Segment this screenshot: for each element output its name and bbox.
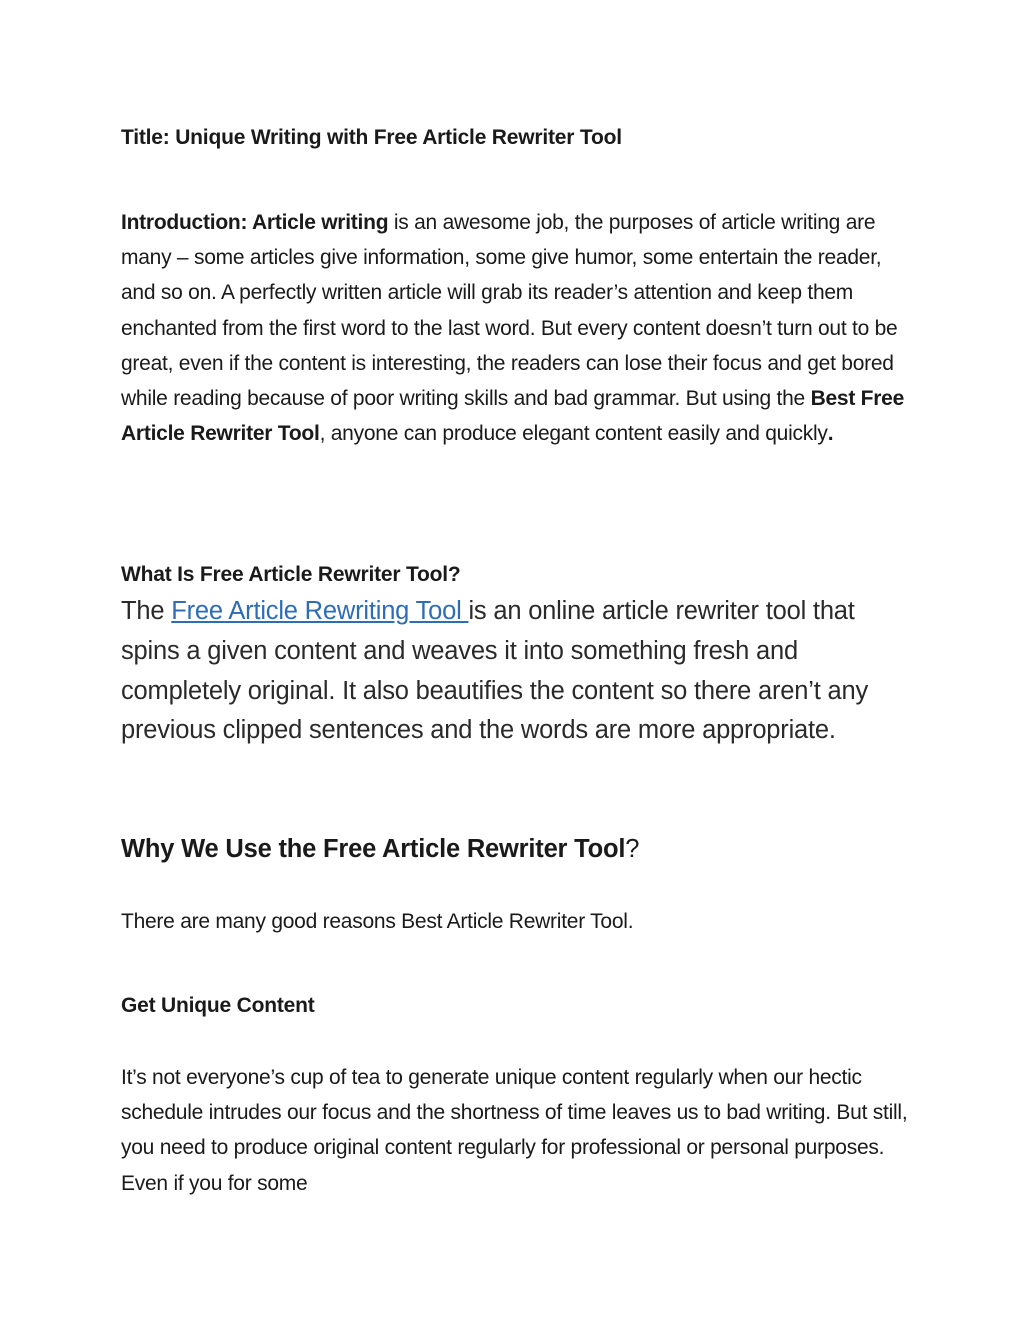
what-is-heading: What Is Free Article Rewriter Tool? (121, 563, 461, 586)
what-is-body: is an online article rewriter tool that spins a given content and weaves it into something fresh and completely original. It also beautifies the content so there aren’t any previous clipped sentences and the words are more appropriate. (121, 597, 868, 745)
why-use-heading (121, 831, 911, 867)
unique-content-paragraph: It’s not everyone’s cup of tea to generate unique content regularly when our hectic schedule intrudes our focus and the shortness of time leaves us to bad writing. But still, you need to produce original content regularly for professional or personal purposes. Even if you for some (121, 1066, 908, 1195)
get-unique-content-heading: Get Unique Content (121, 994, 315, 1017)
why-use-heading-suffix: ? (625, 835, 640, 863)
reasons-paragraph: There are many good reasons Best Article Rewriter Tool. (121, 910, 634, 933)
what-is-paragraph (121, 592, 911, 751)
introduction-period: . (827, 422, 834, 446)
introduction-paragraph (121, 205, 911, 451)
what-is-prefix: The (121, 597, 172, 625)
why-use-heading-bold: Why We Use the Free Article Rewriter Tool (121, 835, 626, 863)
document-title: Title: Unique Writing with Free Article Rewriter Tool (121, 126, 622, 149)
introduction-text: is an awesome job, the purposes of article writing are many – some articles give information, some give humor, some entertain the reader, and so on. A perfectly written article will grab its reader’s attention and keep them enchanted from the first word to the last word. But every content doesn’t turn out to be great, even if the content is interesting, the readers can lose their focus and get bored while reading because of poor writing skills and bad grammar. But using the (121, 211, 898, 411)
introduction-lead: Introduction: Article writing (121, 211, 389, 234)
free-article-rewriting-tool-link[interactable]: Free Article Rewriting Tool (171, 597, 469, 625)
best-tool-emphasis: Best Free Article Rewriter Tool (121, 387, 905, 446)
introduction-text-end: , anyone can produce elegant content easily and quickly (319, 422, 828, 446)
